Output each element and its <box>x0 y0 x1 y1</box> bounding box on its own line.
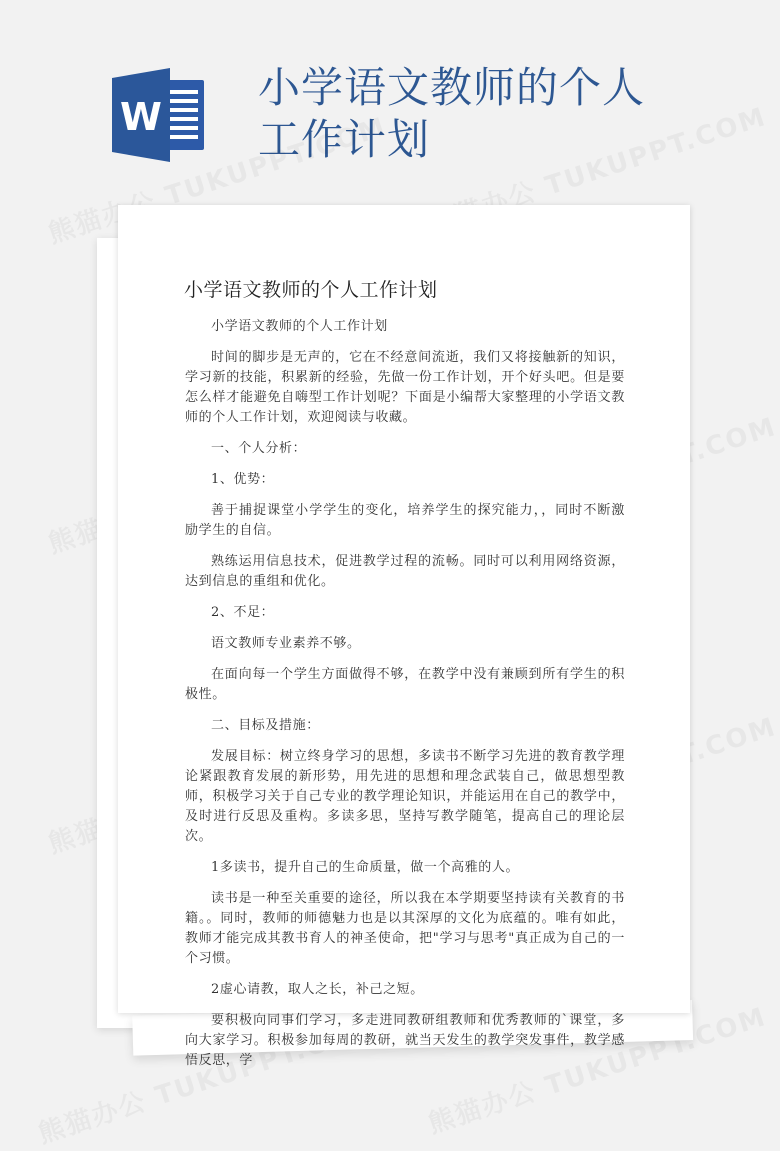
paragraph-development-goal: 发展目标：树立终身学习的思想，多读书不断学习先进的教育教学理论紧跟教育发展的新形势，用先进的思想和理念武装自己，做思想型教师，积极学习关于自己专业的教学理论知识，并能运用在自己的教学中，及时进行反思及重构。多读多思，坚持写教学随笔，提高自己的理论层次。 <box>185 749 625 844</box>
paragraph-weakness-2: 在面向每一个学生方面做得不够，在教学中没有兼顾到所有学生的积极性。 <box>185 667 625 702</box>
document-page <box>118 205 690 1068</box>
paragraph-strength-2: 熟练运用信息技术，促进教学过程的流畅。同时可以利用网络资源，达到信息的重组和优化。 <box>185 554 625 589</box>
heading-personal-analysis: 一、个人分析： <box>211 441 307 456</box>
paragraph-learn-colleagues: 要积极向同事们学习，多走进同教研组教师和优秀教师的`课堂，多向大家学习。积极参加每周的教研，就当天发生的教学突发事件，教学感悟反思，学 <box>185 1013 625 1068</box>
svg-text:W: W <box>120 95 162 139</box>
banner-title: 小学语文教师的个人工作计划 <box>258 63 646 164</box>
paragraph-strength-1: 善于捕捉课堂小学学生的变化，培养学生的探究能力，，同时不断激励学生的自信。 <box>185 503 625 538</box>
heading-strengths: 1、优势： <box>211 472 275 487</box>
paragraph-intro: 时间的脚步是无声的，它在不经意间流逝，我们又将接触新的知识，学习新的技能，积累新的经验，先做一份工作计划，开个好头吧。但是要怎么样才能避免自嗨型工作计划呢？下面是小编帮大家整理的小学语文教师的个人工作计划，欢迎阅读与收藏。 <box>185 350 625 425</box>
heading-goals-measures: 二、目标及措施： <box>211 718 320 733</box>
document-body <box>185 317 625 1082</box>
banner <box>0 0 780 200</box>
word-document-icon <box>108 66 208 164</box>
heading-learn-humbly: 2虚心请教，取人之长，补己之短。 <box>211 982 424 997</box>
document-title: 小学语文教师的个人工作计划 <box>184 279 438 301</box>
paragraph-weakness-1: 语文教师专业素养不够。 <box>211 636 361 651</box>
heading-read-more: 1多读书，提升自己的生命质量，做一个高雅的人。 <box>211 860 520 875</box>
paragraph-subtitle: 小学语文教师的个人工作计划 <box>211 319 388 334</box>
paragraph-reading: 读书是一种至关重要的途径，所以我在本学期要坚持读有关教育的书籍。。同时，教师的师德魅力也是以其深厚的文化为底蕴的。唯有如此，教师才能完成其教书育人的神圣使命，把"学习与思考"真正成为自己的一个习惯。 <box>185 891 625 966</box>
heading-weaknesses: 2、不足： <box>211 605 275 620</box>
